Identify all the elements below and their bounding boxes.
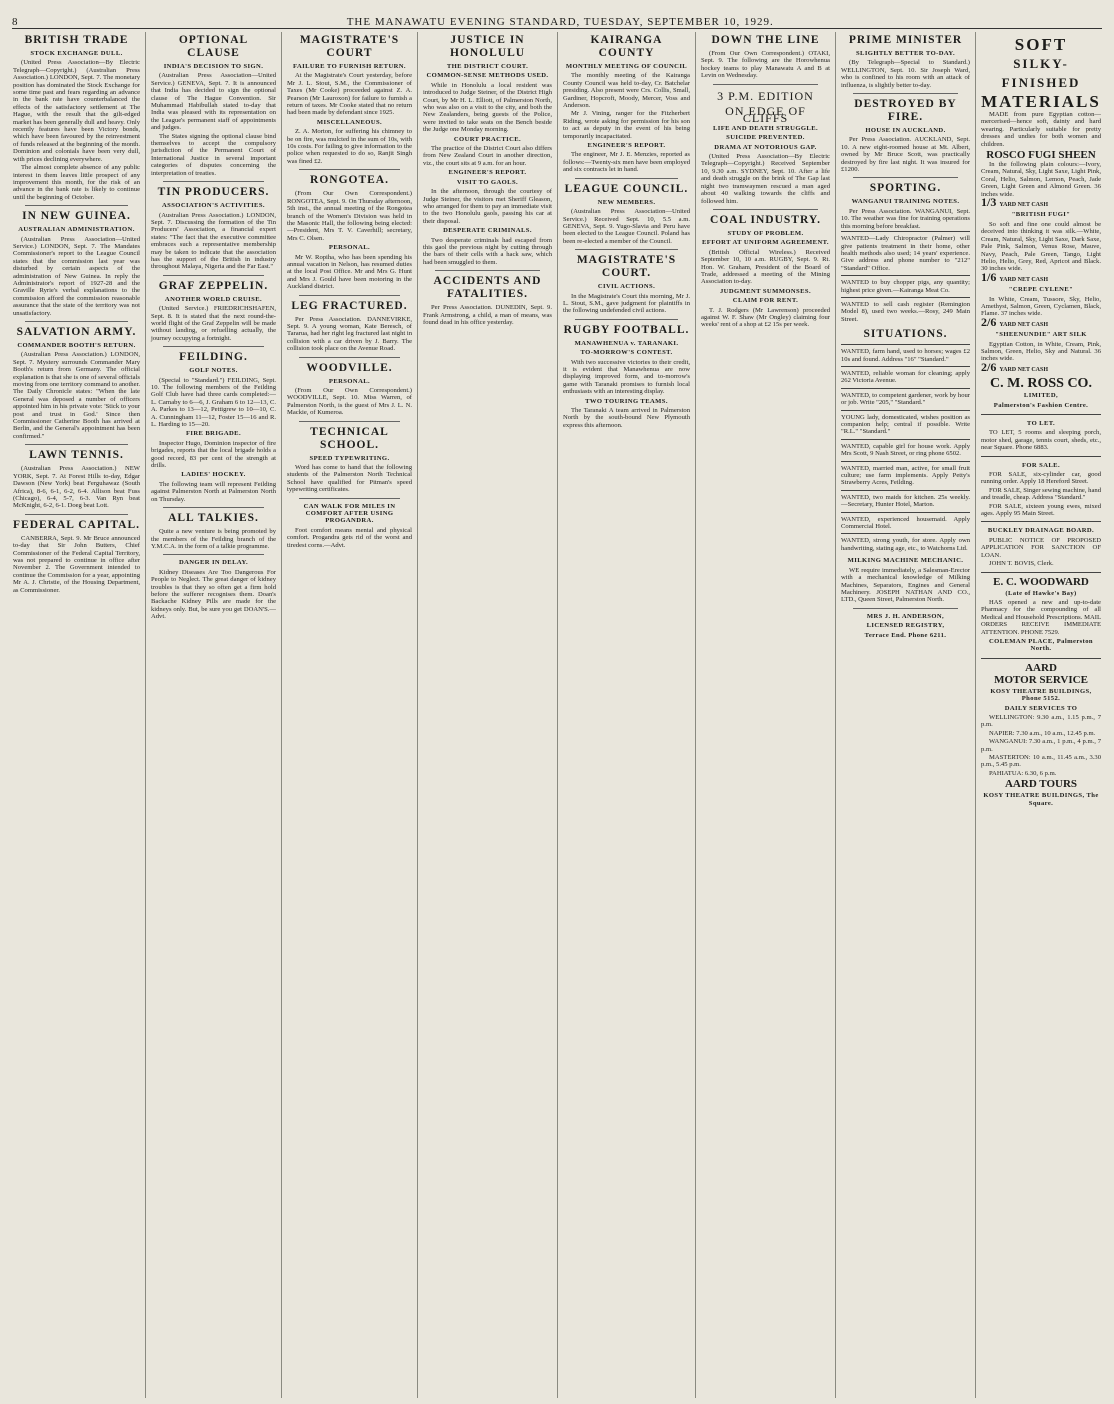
subhead: TO-MORROW'S CONTEST. [580,349,673,357]
article-text: (Australian Press Association—United Service.) LONDON, Sept. 7. The Mandates Commissioner's report to the League Council states that the commission last year was disturbed by certain aspects of the administration of New Guinea. In reply the Administrator's report of 1927-28 and the Graville Ryrie's verbal explanations to the commission afford the commission reasonable assurance that the state of the territory was not unsatisfactory. [13,235,140,317]
article-text: At the Magistrate's Court yesterday, before Mr J. L. Stout, S.M., the Commissioner of Taxes (Mr Cooke) proceeded against Z. A. Pearson (Mr Lauroxon) for failure to furnish a return of taxes. Mr Cooke stated that no return had been made by defendant since 1925. [287,72,412,117]
address: COLEMAN PLACE, Palmerston North. [989,637,1093,653]
article-text: (Australian Press Association.) NEW YORK, Sept. 7. At Forest Hills to-day, Edgar Dawson (New York) beat Ferguhawaz (South Africa), 8-6, 6-1, 6-2, 6-4. Allison beat Fuss (Chicago), 6-4, 5-7, 6-3. Van Ryn beat McKnight, 6-2, 6-1. Doeg beat Lott. [13,465,140,510]
article-text: The monthly meeting of the Kairanga County Council was held to-day, Cr. Batchelar presiding. Also present were Crs. Collis, Small, Gardiner, Hopcroft, Moody, Mercer, Voss and Anderson. [563,72,690,110]
subhead: FAILURE TO FURNISH RETURN. [293,63,406,70]
article-text: Per Press Association. WANGANUI, Sept. 10. The weather was fine for training operations this morning before breakfast. [841,207,970,230]
divider [299,169,400,170]
timetable-row: PAHIATUA: 6.30, 6 p.m. [989,769,1057,777]
subhead: STOCK EXCHANGE DULL. [30,50,123,57]
situation-ad: WANTED, to competent gardener, work by hour or job. Write "205," "Standard." [841,388,970,410]
headline-technical-school: TECHNICAL SCHOOL. [310,425,389,451]
situation-ad: WANTED, farm hand, used to horses; wages £2 10s and found. Address "16" "Standard." [841,344,970,366]
situation-ad: WANTED, strong youth, for store. Apply own handwriting, stating age, etc., to Watchorns Ltd. [841,533,970,555]
headline-league-council: LEAGUE COUNCIL. [564,182,689,195]
ad-text: FOR SALE, sixteen young ewes, mixed ages. Apply 95 Main Street. [981,502,1101,518]
article-text: (United Press Association—By Electric Telegraph—Copyright.) Received September 10, 9.30 a.m. SYDNEY, Sept. 10. After a life and death struggle on the brink of The Gap last night two tramwaymen rescued a man aged about 40 walking towards the cliffs and followed him. [701,153,830,205]
article-text: Z. A. Morton, for suffering his chimney to be on fire, was mulcted in the sum of 10s, with 10s costs. For failing to give information to the police when requested to do so, Ranjit Singh was fined £2. [287,128,412,165]
registry-title: LICENSED REGISTRY, [866,622,945,630]
article-text: Per Press Association. DUNEDIN, Sept. 9. Frank Armstrong, a child, a man of means, was found dead in his office yesterday. [423,304,552,326]
section-title: AARD TOURS [1004,778,1078,791]
divider [25,321,128,322]
subhead: PERSONAL. [328,244,371,252]
ad-text: HAS opened a new and up-to-date Pharmacy for the compounding of all Medical and Household Prescriptions. MAIL ORDERS RECEIVE IMMEDIATE ATTENTION. PHONE 7529. [981,598,1101,636]
advertisement-text: Kidney Diseases Are Too Dangerous For People to Neglect. The great danger of kidney troubles is that they so often get a firm hold before the sufferer recognises them. Doan's Backache Kidney Pills are made for the kidneys only. But, be sure you get DOAN'S.—Advt. [151,568,276,621]
ad-text: PUBLIC NOTICE OF PROPOSED APPLICATION FOR SANCTION OF LOAN. [981,536,1101,559]
timetable-row: WELLINGTON: 9.30 a.m., 1.15 p.m., 7 p.m. [981,713,1101,729]
subhead: (Late of Hawke's Bay) [1005,589,1077,597]
ad-headline: MATERIALS [981,92,1101,111]
price: 2/6 YARD NET CASH [981,359,1049,374]
price: 1/3 YARD NET CASH [981,195,1049,210]
divider [25,514,128,515]
subhead: PERSONAL. [328,377,371,385]
firm-location: Palmerston's Fashion Centre. [993,401,1089,409]
article-text: (From Our Own Correspondent.) WOODVILLE, Sept. 10. Miss Warren, of Palmerston North, is the guest of Mrs J. L. N. Mackie, of Kumeroa. [287,387,412,417]
registry-name: MRS J. H. ANDERSON, [866,612,945,620]
article-text: Quite a new venture is being promoted by the members of the Feilding branch of the Y.M.C.A. in the form of a talkie programme. [151,528,276,550]
divider [163,275,264,276]
subhead: COMMON-SENSE METHODS USED. [426,72,549,80]
divider [163,346,264,347]
subhead: CIVIL ACTIONS. [597,283,656,291]
article-text: The States signing the optional clause bind themselves to accept the compulsory jurisdiction of the Permanent Court of International Justice in several important categories of disputes concerning the interpretation of treaties. [151,132,276,177]
subhead: WANGANUI TRAINING NOTES. [851,198,960,206]
ad-text: So soft and fine one could almost be deceived into thinking it was silk.—White, Cream, Natural, Sky, Light Saxe, Dark Saxe, Pale Pink, Salmon, Venus Rose, Mauve, Navy, Peach, Pale Green, Tango, Light Helio, Helio, Grey, Red, Apricot and Black. 30 inches wide. [981,220,1101,273]
for-sale-section [981,456,1101,522]
headline-all-talkies: ALL TALKIES. [168,512,259,525]
registry-address: Terrace End. Phone 6211. [864,631,947,639]
article-text: Per Press Association. AUCKLAND, Sept. 10. A new eight-roomed house at Mt. Albert, owned by Mr Bruce Scott, was practically destroyed by fire last night. It was insured for £1200. [841,136,970,174]
edition-banner: 3 P.M. EDITION [717,88,814,103]
advertisement-text: Foot comfort means mental and physical comfort. Progandra gets rid of the worst and tiredest corns.—Advt. [287,526,412,549]
subhead: COURT PRACTICE. [453,135,522,143]
column-8 [976,32,1106,1398]
article-text: T. J. Rodgers (Mr Lawrenson) proceeded against W. F. Shaw (Mr Ongley) claiming four weeks' rent of a shop at £2 15s per week. [701,306,830,329]
situation-ad: YOUNG lady, domesticated, wishes position as companion help; central if possible. Write "R.L." "Standard." [841,410,970,439]
subhead: LADIES' HOCKEY. [181,471,246,479]
situation-ad: WANTED, experienced housemaid. Apply Commercial Hotel. [841,512,970,534]
subhead: GOLF NOTES. [189,367,238,375]
article-text: The almost complete absence of any public interest in them leaves little prospect of any improvement this month, for the risk of an advance in the bank rate is likely to continue until the beginning of October. [13,164,140,201]
divider [575,178,678,179]
section-title: FOR SALE. [1021,461,1061,469]
section-title: BUCKLEY DRAINAGE BOARD. [987,527,1095,535]
subhead: DESPERATE CRIMINALS. [443,227,532,235]
article-text: Mr J. Vining, ranger for the Fitzherbert Riding, wrote asking for permission for his son to act as deputy in the event of his being temporarily incapacitated. [563,110,690,140]
ad-text: In the following plain colours:—Ivory, Cream, Natural, Sky, Light Saxe, Light Pink, Coral, Helio, Salmon, Lemon, Peach, Jade Green, Light Green and Almond Green. 36 inches wide. [981,161,1101,198]
article-text: The Taranaki A team arrived in Palmerston North by the south-bound New Plymouth express this afternoon. [563,407,690,429]
ad-text: In White, Cream, Tussore, Sky, Helio, Amethyst, Salmon, Green, Cyclamen, Black, Flame. 37 inches wide. [981,295,1101,318]
ad-headline: SOFT [1014,35,1068,54]
article-text: (Australian Press Association.) LONDON, Sept. 7. Mystery surrounds Commander Mary Booth's return from Germany. The official explanation is that she is one of several officials moving from one territory command to another. The Daily Chronicle states: "When the late General was deposed a number of officers appointed him in his private vote: 'Stick to your post and trust in God.' Since then Commissioner Catherine Booth has arrived at Berlin, and the General's appointment has been confirmed." [13,351,140,440]
headline-accidents: ACCIDENTS AND FATALITIES. [433,275,542,301]
subhead: NEW MEMBERS. [597,198,656,206]
subhead: COMMANDER BOOTH'S RETURN. [17,342,136,349]
classified-ad: WANTED—Lady Chiropractor (Palmer) will give patients treatment in their home, other health methods also used; 14 years' experience. Give address and phone number to "212" "Standard" Office. [841,231,970,275]
headline-coal-industry: COAL INDUSTRY. [710,213,821,226]
subhead: JUDGMENT SUMMONSES. [719,287,811,295]
subhead: MILKING MACHINE MECHANIC. [847,557,964,565]
article-text: (Australian Press Association—United Service.) GENEVA, Sept. 7. It is announced that India has decided to sign the optional clause of The Hague Convention. Sir Muhammad Habibullah stated to-day that India was pleased with its representation on the League's permanent staff of appointments and judges. [151,72,276,132]
section-title: MOTOR SERVICE [994,673,1088,686]
subhead: CAN WALK FOR MILES IN COMFORT AFTER USING PROGANDRA. [303,502,396,525]
article-text: (United Service.) FRIEDRICHSHAFEN, Sept. 8. It is stated that the next round-the-world flight of the Graf Zeppelin will be made without landing, or refuelling actually, the journey occupying a fortnight. [151,305,276,342]
headline-optional-clause: OPTIONAL CLAUSE [178,34,249,59]
column-6 [696,32,836,1398]
column-2 [146,32,282,1398]
subhead: AUSTRALIAN ADMINISTRATION. [18,226,135,234]
divider [299,421,400,422]
ad-text: FOR SALE, six-cylinder car, good running order. Apply 18 Hereford Street. [981,471,1101,486]
subhead: HOUSE IN AUCKLAND. [865,127,946,135]
subhead: SPEED TYPEWRITING. [309,454,390,462]
divider [163,554,264,555]
ad-text: MADE from pure Egyptian cotton—mercerised—hence soft, dainty and hard wearing. Particularly suitable for pretty dresses and undies for both women and children. [981,111,1101,148]
headline-edge-of-cliffs: ON EDGE OF CLIFFS [725,104,806,126]
product-name: "SHEENUNDIE" ART SILK [995,331,1087,339]
situation-ad: WANTED, reliable woman for cleaning; apply 262 Victoria Avenue. [841,366,970,388]
headline-kairanga-county: KAIRANGA COUNTY [590,34,663,59]
article-text: (United Press Association—By Electric Telegraph—Copyright.) (Australian Press Association.) LONDON, Sept. 7. The monetary position has dominated the Stock Exchange for some time past and fears regarding an advance in the bank rate have counterbalanced the effects of the satisfactory settlement at The Hague, with the result that the gilt-edged market has been generally dull and heavy. Only recently features have been Victory bonds, which have been favoured by the reinvestment of funds released at the beginning of the month. Dominion and colonials have been very dull, with prices declining everywhere. [13,59,140,163]
divider [713,84,818,85]
headline-sporting: SPORTING. [869,182,942,195]
article-text: (From Our Own Correspondent.) RONGOTEA, Sept. 9. On Thursday afternoon, 5th inst., the annual meeting of the Rongotea branch of the Women's Division was held in the Masonic Hall, the following being elected:—President, Mrs T. V. Caverhill; secretary, Mrs C. Olsen. [287,190,412,242]
article-text: (Special to "Standard.") FEILDING, Sept. 10. The following members of the Feilding Golf Club have had three cards completed:—L. Carnaby to 6—6, J. Graham 6 to 12—13, C. A. Parkes to 13—12, Pettigrew to 10—10, C. A. Cunningham 11—12, Foster 15—16 and R. L. Harding to 15—20. [151,376,276,429]
ad-text: FOR SALE, Singer sewing machine, hand and treadle, cheap. Address "Standard." [981,486,1101,502]
subhead: DRAMA AT NOTORIOUS GAP. [714,143,817,151]
subhead: ENGINEER'S REPORT. [448,169,527,177]
to-let-section [981,414,1101,456]
column-3 [282,32,418,1398]
headline-woodville: WOODVILLE. [306,361,393,374]
column-1 [8,32,146,1398]
article-text: (From Our Own Correspondent.) OTAKI, Sept. 9. The following are the Horowhenua hockey teams to play Manawatu A and B at Levin on Wednesday. [701,50,830,80]
advertisement-text: WE require immediately, a Salesman-Erector with a mechanical knowledge of Milking Machines, Separators, Engines and General Machinery. JOSEPH NATHAN AND CO., LTD., Queen Street, Palmerston North. [841,566,970,604]
subhead: ENGINEER'S REPORT. [587,142,666,150]
article-text: (British Official Wireless.) Received September 10, 10 a.m. RUGBY, Sept. 9. Rt. Hon. W. Graham, President of the Board of Trade, addressed a meeting of the Mining Association to-day. [701,248,830,286]
column-4 [418,32,558,1398]
ad-headline: SILKY-FINISHED [1001,56,1081,90]
subhead: FIRE BRIGADE. [185,430,242,438]
section-title: TO LET. [1026,420,1056,427]
timetable-row: MASTERTON: 10 a.m., 11.45 a.m., 3.30 p.m., 5.45 p.m. [981,754,1101,769]
subhead: KOSY THEATRE BUILDINGS, Phone 5152. [990,687,1092,703]
timetable-row: WANGANUI: 7.30 a.m., 1 p.m., 4 p.m., 7 p.m. [981,738,1101,753]
subhead: TWO TOURING TEAMS. [585,397,668,405]
woodward-advertisement [981,572,1101,658]
ross-advertisement [981,32,1101,414]
headline-rongotea: RONGOTEA. [310,174,389,187]
masthead [12,8,1102,29]
ad-text: TO LET, 5 rooms and sleeping porch, motor shed, garage, tennis court, sheds, etc., near Square. Phone 6883. [981,429,1101,452]
firm-name: C. M. ROSS CO. [990,376,1092,392]
headline-magistrates-court-civil: MAGISTRATE'S COURT. [576,254,677,280]
subhead: DAILY SERVICES TO [1004,704,1078,712]
article-text: The practice of the District Court also differs from New Zealand Court in another direction, viz., the court sits at 9 a.m. for an hour. [423,145,552,167]
headline-graf-zeppelin: GRAF ZEPPELIN. [158,279,269,292]
article-text: Inspector Hugo, Dominion inspector of fire brigades, reports that the local brigade holds a good record, 83 per cent of the strength at drills. [151,439,276,470]
headline-down-the-line: DOWN THE LINE [711,34,820,46]
subhead: DANGER IN DELAY. [178,559,249,567]
product-name: "CREPE CYLENE" [1008,286,1074,294]
divider [853,608,958,609]
divider [575,319,678,320]
classified-ad: WANTED to buy chopper pigs, any quantity; highest price given.—Kairanga Meat Co. [841,275,970,297]
headline-lawn-tennis: LAWN TENNIS. [29,449,124,462]
ad-text: Egyptian Cotton, in White, Cream, Pink, Salmon, Green, Helio, Sky and Natural. 36 inches wide. [981,340,1101,363]
situation-ad: WANTED, capable girl for house work. Apply Mrs Scott, 9 Nash Street, or ring phone 6502. [841,439,970,461]
headline-new-guinea: IN NEW GUINEA. [22,210,131,223]
headline-justice-in-honolulu: JUSTICE IN HONOLULU [449,34,526,59]
headline-british-trade: BRITISH TRADE [24,34,129,46]
subhead: STUDY OF PROBLEM. [727,229,804,237]
subhead: MISCELLANEOUS. [316,118,383,126]
divider [163,181,264,182]
situation-ad: WANTED, married man, active, for small fruit culture; use farm implements. Apply Petty's Strawberry Acres, Feilding. [841,461,970,490]
column-7 [836,32,976,1398]
headline-leg-fractured: LEG FRACTURED. [291,299,408,312]
article-text: In the afternoon, through the courtesy of Judge Steiner, the visitors met Sheriff Gleason, who arranged for them to pay an immediate visit to the two Honolulu gaols, passing his car at their disposal. [423,188,552,225]
subhead: MONTHLY MEETING OF COUNCIL [565,63,688,70]
article-text: Word has come to hand that the following students of the Palmerston North Technical School have qualified for Pitman's speed typewriting certificates. [287,464,412,494]
headline-situations: SITUATIONS. [863,328,948,341]
page-number: 8 [12,16,19,28]
headline-federal-capital: FEDERAL CAPITAL. [13,518,140,531]
subhead: LIFE AND DEATH STRUGGLE. [712,124,819,132]
divider [25,444,128,445]
article-text: CANBERRA, Sept. 9. Mr Bruce announced to-day that Sir John Butters, Chief Commissioner of the Federal Capital Territory, was not prepared to continue in office after November 2. The Government intended to continue the Commission for a year, appointing Mr A. J. Christie, of the Housing Department, as Commissioner. [13,534,140,594]
divider [163,507,264,508]
section-title: E. C. WOODWARD [993,575,1089,588]
section-title: AARD [1025,661,1057,674]
article-text: (Australian Press Association—United Service.) Received Sept. 10, 5.5 a.m. GENEVA, Sept. 9. Yugo-Slavia and Peru have been elected to the League Council. Poland has been re-elected a member of the Council. [563,208,690,245]
divider [713,209,818,210]
subhead: MANAWHENUA v. TARANAKI. [574,339,679,347]
divider [575,249,678,250]
divider [435,270,540,271]
headline-tin-producers: TIN PRODUCERS. [157,186,270,199]
price: 2/6 YARD NET CASH [981,314,1049,329]
article-text: (By Telegraph—Special to Standard.) WELLINGTON, Sept. 10. Sir Joseph Ward, who is confined to his room with an attack of influenza, is slightly better to-day. [841,59,970,89]
article-text: The engineer, Mr J. E. Menzies, reported as follows:—Twenty-six men have been employed and six contracts let in hand. [563,151,690,174]
headline-salvation-army: SALVATION ARMY. [16,326,137,338]
product-name: ROSCO FUGI SHEEN [986,149,1096,162]
subhead: CLAIM FOR RENT. [732,297,799,305]
subhead: ANOTHER WORLD CRUISE. [164,295,263,303]
divider [25,205,128,206]
price: 1/6 YARD NET CASH [981,269,1049,284]
divider [299,357,400,358]
article-text: (Australian Press Association.) LONDON, Sept. 7. Discussing the formation of the Tin Producers' Association, a financial expert states: "The fact that the executive committee embraces such a representative membership may be taken to indicate that the association has the support of the British in industry throughout Malaya, Nigeria and the Far East." [151,211,276,271]
drainage-board-notice [981,521,1101,571]
article-text: While in Honolulu a local resident was introduced to Judge Steiner, of the District High Court, by Mr H. L. Elliott, of Palmerston North, who was also on a visit to the city, and both the New Zealanders, being guests of the Police, were invited to take seats on the Bench beside the Judge one Monday morning. [423,81,552,134]
classified-ad: WANTED to sell cash register (Remington Model 8), used two weeks.—Rosy, 249 Main Street. [841,297,970,326]
subhead: THE DISTRICT COURT. [446,63,529,70]
aard-advertisement [981,658,1101,812]
divider [299,498,400,499]
divider [299,295,400,296]
subhead: SUICIDE PREVENTED. [726,134,805,142]
article-text: In the Magistrate's Court this morning, Mr J. L. Stout, S.M., gave judgment for plaintiffs in the following undefended civil actions. [563,292,690,315]
subhead: EFFORT AT UNIFORM AGREEMENT. [702,239,829,247]
column-5 [558,32,696,1398]
subhead: ASSOCIATION'S ACTIVITIES. [162,202,265,210]
subhead: INDIA'S DECISION TO SIGN. [163,63,264,70]
divider [853,93,958,94]
firm-sub: LIMITED, [1023,392,1059,400]
situation-ad: WANTED, two maids for kitchen. 25s weekly.—Secretary, Hunter Hotel, Marton. [841,490,970,512]
article-text: With two successive victories to their credit, it is evident that Manawhenua are now displaying improved form, and to-morrow's game with Taranaki promises to furnish local enthusiasts with an interesting display. [563,358,690,396]
headline-magistrates-court: MAGISTRATE'S COURT [299,34,400,59]
headline-rugby-football: RUGBY FOOTBALL. [563,323,690,336]
article-text: The following team will represent Feilding against Palmerston North at Palmerston North on Thursday. [151,480,276,503]
article-text: Mr W. Ropiha, who has been spending his annual vacation in Nelson, has resumed duties at the local Post Office. Mr and Mrs G. Hunt and Mrs J. Gould have been motoring in the Auckland district. [287,253,412,291]
signature: JOHN T. BOVIS, Clerk. [989,560,1054,568]
product-name: "BRITISH FUGI" [1011,211,1071,219]
article-text: Two desperate criminals had escaped from this gaol the previous night by cutting through the bars of their cells with a hack saw, which had been smuggled to them. [423,236,552,266]
divider [853,177,958,178]
headline-destroyed-by-fire: DESTROYED BY FIRE. [854,98,957,124]
timetable-row: NAPIER: 7.30 a.m., 10 a.m., 12.45 p.m. [989,729,1096,737]
address: KOSY THEATRE BUILDINGS, The Square. [983,792,1099,807]
subhead: SLIGHTLY BETTER TO-DAY. [855,50,956,57]
headline-feilding: FEILDING. [179,351,248,364]
subhead: VISIT TO GAOLS. [456,178,519,186]
masthead-title: THE MANAWATU EVENING STANDARD, TUESDAY, SEPTEMBER 10, 1929. [346,16,774,28]
headline-prime-minister: PRIME MINISTER [848,34,963,46]
article-text: Per Press Association. DANNEVIRKE, Sept. 9. A young woman, Kate Beresch, of Tararua, had her right leg fractured last night in collision with a car driven by J. Barry. The collision took place on the Avenue Road. [287,315,412,353]
